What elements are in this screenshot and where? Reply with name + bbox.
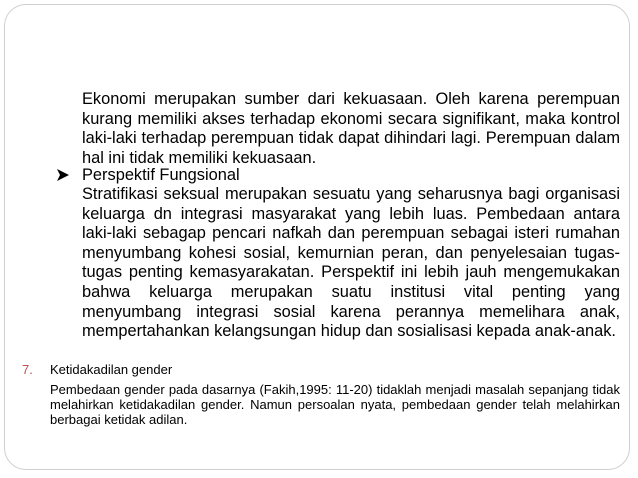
- list-item-7: [22, 362, 622, 380]
- paragraph-economy: Ekonomi merupakan sumber dari kekuasaan. Oleh karena perempuan kurang memiliki akses terhadap ekonomi secara signifikant, maka kontrol laki-laki terhadap perempuan tidak dapat dihindari lagi. Perempuan dalam hal ini tidak memiliki kekuasaan.: [82, 90, 620, 167]
- list-number: 7.: [22, 362, 33, 377]
- list-item-title: Ketidakadilan gender: [50, 362, 173, 377]
- paragraph-gender: Pembedaan gender pada dasarnya (Fakih,1995: 11-20) tidaklah menjadi masalah sepanjang tidak melahirkan ketidakadilan gender. Namun persoalan nyata, pembedaan gender telah melahirkan berbagai ketidak adilan.: [50, 382, 620, 428]
- bullet-perspektif-fungsional: [56, 166, 616, 186]
- paragraph-functional: Stratifikasi seksual merupakan sesuatu yang seharusnya bagi organisasi keluarga dn integrasi masyarakat yang lebih luas. Pembedaan antara laki-laki sebagap pencari nafkah dan perempuan sebagai isteri rumahan menyumbang kohesi sosial, kemurnian peran, dan penyelesaian tugas-tugas penting kemasyarakatan. Perspektif ini lebih jauh mengemukakan bahwa keluarga merupakan suatu institusi vital penting yang menyumbang integrasi sosial karena perannya memelihara anak, mempertahankan kelangsungan hidup dan sosialisasi kepada anak-anak.: [82, 185, 620, 341]
- bullet-label: Perspektif Fungsional: [82, 166, 240, 184]
- arrow-bullet-icon: [56, 168, 70, 188]
